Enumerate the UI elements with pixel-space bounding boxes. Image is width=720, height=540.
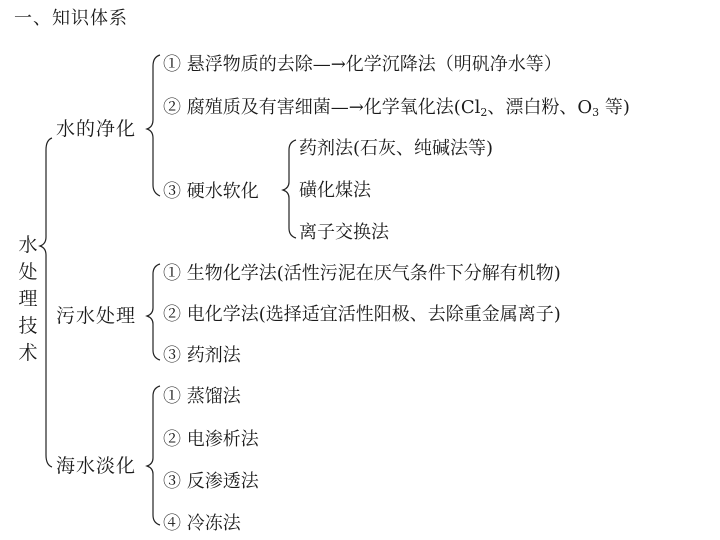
purification-item: ② 腐殖质及有害细菌—→化学氧化法($Cl_2$、漂白粉、$O_3$ 等)	[163, 97, 630, 119]
sewage-item: ① 生物化学法(活性污泥在厌气条件下分解有机物)	[163, 263, 561, 284]
branch2-brace	[147, 264, 160, 360]
root-char: 理	[18, 288, 38, 310]
desalination-item: ③ 反渗透法	[163, 471, 259, 492]
softening-method: 药剂法(石灰、纯碱法等)	[299, 138, 494, 159]
branch1-brace	[147, 55, 160, 196]
branch3-brace	[147, 386, 160, 525]
desalination-item: ① 蒸馏法	[163, 386, 241, 407]
root-char: 水	[18, 234, 38, 256]
desalination-item: ④ 冷冻法	[163, 513, 241, 534]
branch-label-desalination: 海水淡化	[56, 455, 137, 477]
root-brace	[40, 138, 52, 467]
root-label	[17, 232, 39, 367]
sewage-item: ② 电化学法(选择适宜活性阳极、去除重金属离子)	[163, 304, 561, 325]
purification-item: ③ 硬水软化	[163, 181, 259, 202]
root-char: 处	[18, 261, 38, 283]
section-title: 一、知识体系	[14, 8, 128, 29]
softening-method: 离子交换法	[299, 222, 389, 243]
softening-method: 磺化煤法	[299, 180, 371, 201]
purification-item: ① 悬浮物质的去除—→化学沉降法（明矾净水等）	[163, 54, 562, 75]
desalination-item: ② 电渗析法	[163, 429, 259, 450]
branch-label-sewage-treatment: 污水处理	[56, 305, 137, 327]
root-char: 术	[18, 342, 38, 364]
sewage-item: ③ 药剂法	[163, 345, 241, 366]
softening-brace	[283, 140, 296, 238]
branch-label-water-purification: 水的净化	[56, 118, 137, 140]
root-char: 技	[18, 315, 38, 337]
